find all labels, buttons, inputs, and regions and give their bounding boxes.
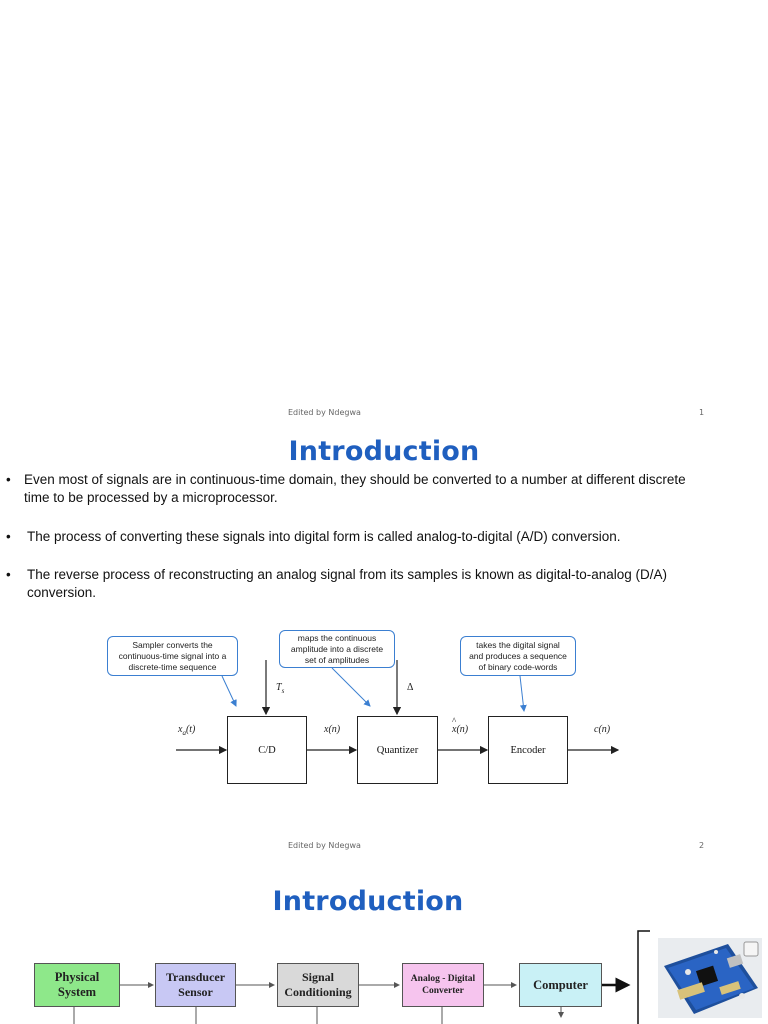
sampled-signal-label: x(n) xyxy=(324,724,341,735)
adc-line-1: Analog - Digital xyxy=(410,974,476,984)
bullet-2 xyxy=(6,528,766,548)
sampler-callout-line-2: continuous-time signal into a xyxy=(118,650,227,661)
slide1-page-number: 1 xyxy=(699,408,705,417)
bullet-1 xyxy=(6,471,766,511)
step-size-label: Δ xyxy=(407,682,414,693)
slide2-title: Introduction xyxy=(288,436,480,467)
physical-system-line-1: Physical xyxy=(54,970,100,984)
slide3-title: Introduction xyxy=(272,886,464,917)
circuit-board-image xyxy=(658,938,762,1018)
circuit-board-icon xyxy=(658,938,762,1018)
sampling-period-label: $T_s$ xyxy=(276,682,285,695)
transducer-line-2: Sensor xyxy=(178,985,213,999)
output-code-label: c(n) xyxy=(594,724,611,735)
encoder-callout-line-2: and produces a sequence xyxy=(469,650,567,661)
sampler-callout-line-3: discrete-time sequence xyxy=(128,661,217,672)
quantized-signal-label: ^ x(n) xyxy=(452,716,469,735)
quantizer-callout-line-3: set of amplitudes xyxy=(304,654,370,665)
encoder-callout xyxy=(460,636,576,676)
bullet-3-line-1: The reverse process of reconstructing an analog signal from its samples is known as digital-to-analog (D/A) xyxy=(27,567,668,582)
quantizer-callout-line-1: maps the continuous xyxy=(297,632,377,643)
bullet-2-line-1: The process of converting these signals into digital form is called analog-to-digital (A/D) conversion. xyxy=(27,529,621,544)
bullet-3-dot: • xyxy=(6,567,11,582)
encoder-callout-line-3: of binary code-words xyxy=(478,661,558,672)
slide1-footer-author: Edited by Ndegwa xyxy=(288,408,361,417)
bullet-1-line-1: Even most of signals are in continuous-time domain, they should be converted to a number at different discrete xyxy=(24,472,686,487)
bullet-3 xyxy=(6,566,766,606)
sampler-callout xyxy=(107,636,238,676)
signal-conditioning-block xyxy=(277,963,359,1007)
physical-system-block xyxy=(34,963,120,1007)
signal-conditioning-line-2: Conditioning xyxy=(284,985,352,999)
bullet-1-line-2: time to be processed by a microprocessor. xyxy=(24,490,278,505)
ad-conversion-diagram xyxy=(0,620,768,800)
encoder-callout-line-1: takes the digital signal xyxy=(476,639,560,650)
computer-line-1: Computer xyxy=(533,977,588,992)
quantizer-callout-line-2: amplitude into a discrete xyxy=(290,643,384,654)
quantizer-block: Quantizer xyxy=(357,716,438,784)
physical-system-line-2: System xyxy=(57,985,97,999)
computer-block xyxy=(519,963,602,1007)
adc-block xyxy=(402,963,484,1007)
slide2-footer-author: Edited by Ndegwa xyxy=(288,841,361,850)
signal-conditioning-line-1: Signal xyxy=(301,970,334,984)
sampler-callout-line-1: Sampler converts the xyxy=(132,639,213,650)
transducer-line-1: Transducer xyxy=(165,970,226,984)
quantizer-callout xyxy=(279,630,395,668)
encoder-block: Encoder xyxy=(488,716,568,784)
bullet-2-dot: • xyxy=(6,529,11,544)
transducer-sensor-block xyxy=(155,963,236,1007)
cd-block: C/D xyxy=(227,716,307,784)
bullet-1-dot: • xyxy=(6,472,11,487)
slide2-page-number: 2 xyxy=(699,841,705,850)
bullet-3-line-2: conversion. xyxy=(27,585,97,600)
adc-line-2: Converter xyxy=(422,986,464,996)
input-signal-label: $x_a(t)$ xyxy=(178,724,196,737)
